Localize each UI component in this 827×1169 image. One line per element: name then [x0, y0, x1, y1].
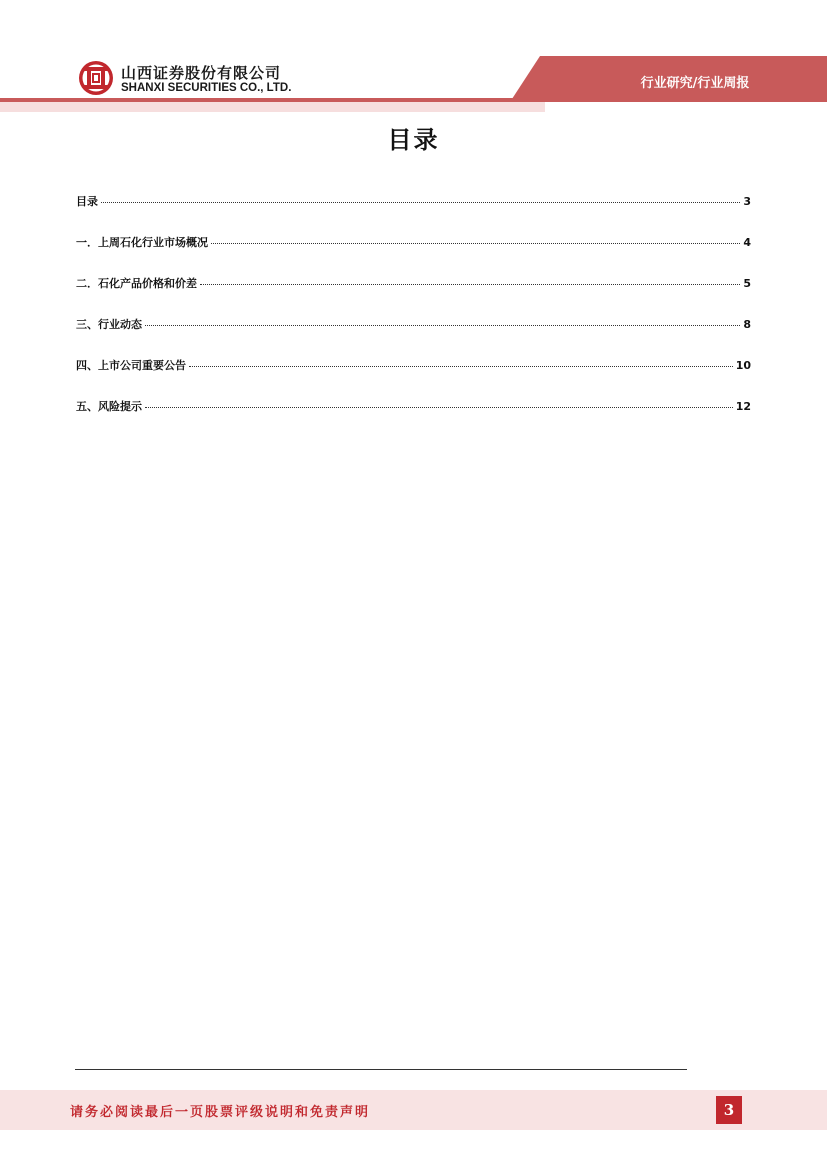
toc-dot-leader: [211, 242, 740, 244]
footer-divider: [75, 1069, 687, 1070]
toc-entry-page: 4: [743, 236, 751, 249]
toc-entry[interactable]: [76, 316, 751, 357]
toc-entry-label: 一．上周石化行业市场概况: [76, 236, 208, 249]
page-header: [0, 0, 827, 112]
toc-title: 目录: [387, 126, 440, 154]
toc-entry-page: 10: [735, 359, 751, 372]
toc-entry-label: 四、上市公司重要公告: [76, 359, 186, 372]
toc-entry[interactable]: [76, 398, 751, 439]
toc-entry[interactable]: [76, 193, 751, 234]
toc-entry-label: 二．石化产品价格和价差: [76, 277, 197, 290]
company-name-cn: 山西证券股份有限公司: [121, 64, 282, 82]
toc-entry-label: 目录: [76, 195, 98, 208]
toc-entry-label: 三、行业动态: [76, 318, 142, 331]
toc-entry[interactable]: [76, 234, 751, 275]
shanxi-securities-logo-icon: [78, 60, 114, 96]
report-type-label: 行业研究/行业周报: [640, 76, 750, 91]
toc-entry-label: 五、风险提示: [76, 400, 142, 413]
toc-entry[interactable]: [76, 357, 751, 398]
page-number: 3: [716, 1096, 742, 1124]
toc-dot-leader: [189, 365, 733, 367]
toc-entry-page: 3: [743, 195, 751, 208]
company-name-en: SHANXI SECURITIES CO., LTD.: [121, 82, 292, 94]
toc-entry[interactable]: [76, 275, 751, 316]
footer-disclaimer: 请务必阅读最后一页股票评级说明和免责声明: [70, 1105, 371, 1120]
toc-dot-leader: [145, 406, 733, 408]
toc-dot-leader: [145, 324, 740, 326]
table-of-contents: [76, 193, 751, 439]
toc-entry-page: 12: [735, 400, 751, 413]
toc-entry-page: 5: [743, 277, 751, 290]
toc-entry-page: 8: [743, 318, 751, 331]
toc-dot-leader: [200, 283, 740, 285]
toc-dot-leader: [101, 201, 740, 203]
